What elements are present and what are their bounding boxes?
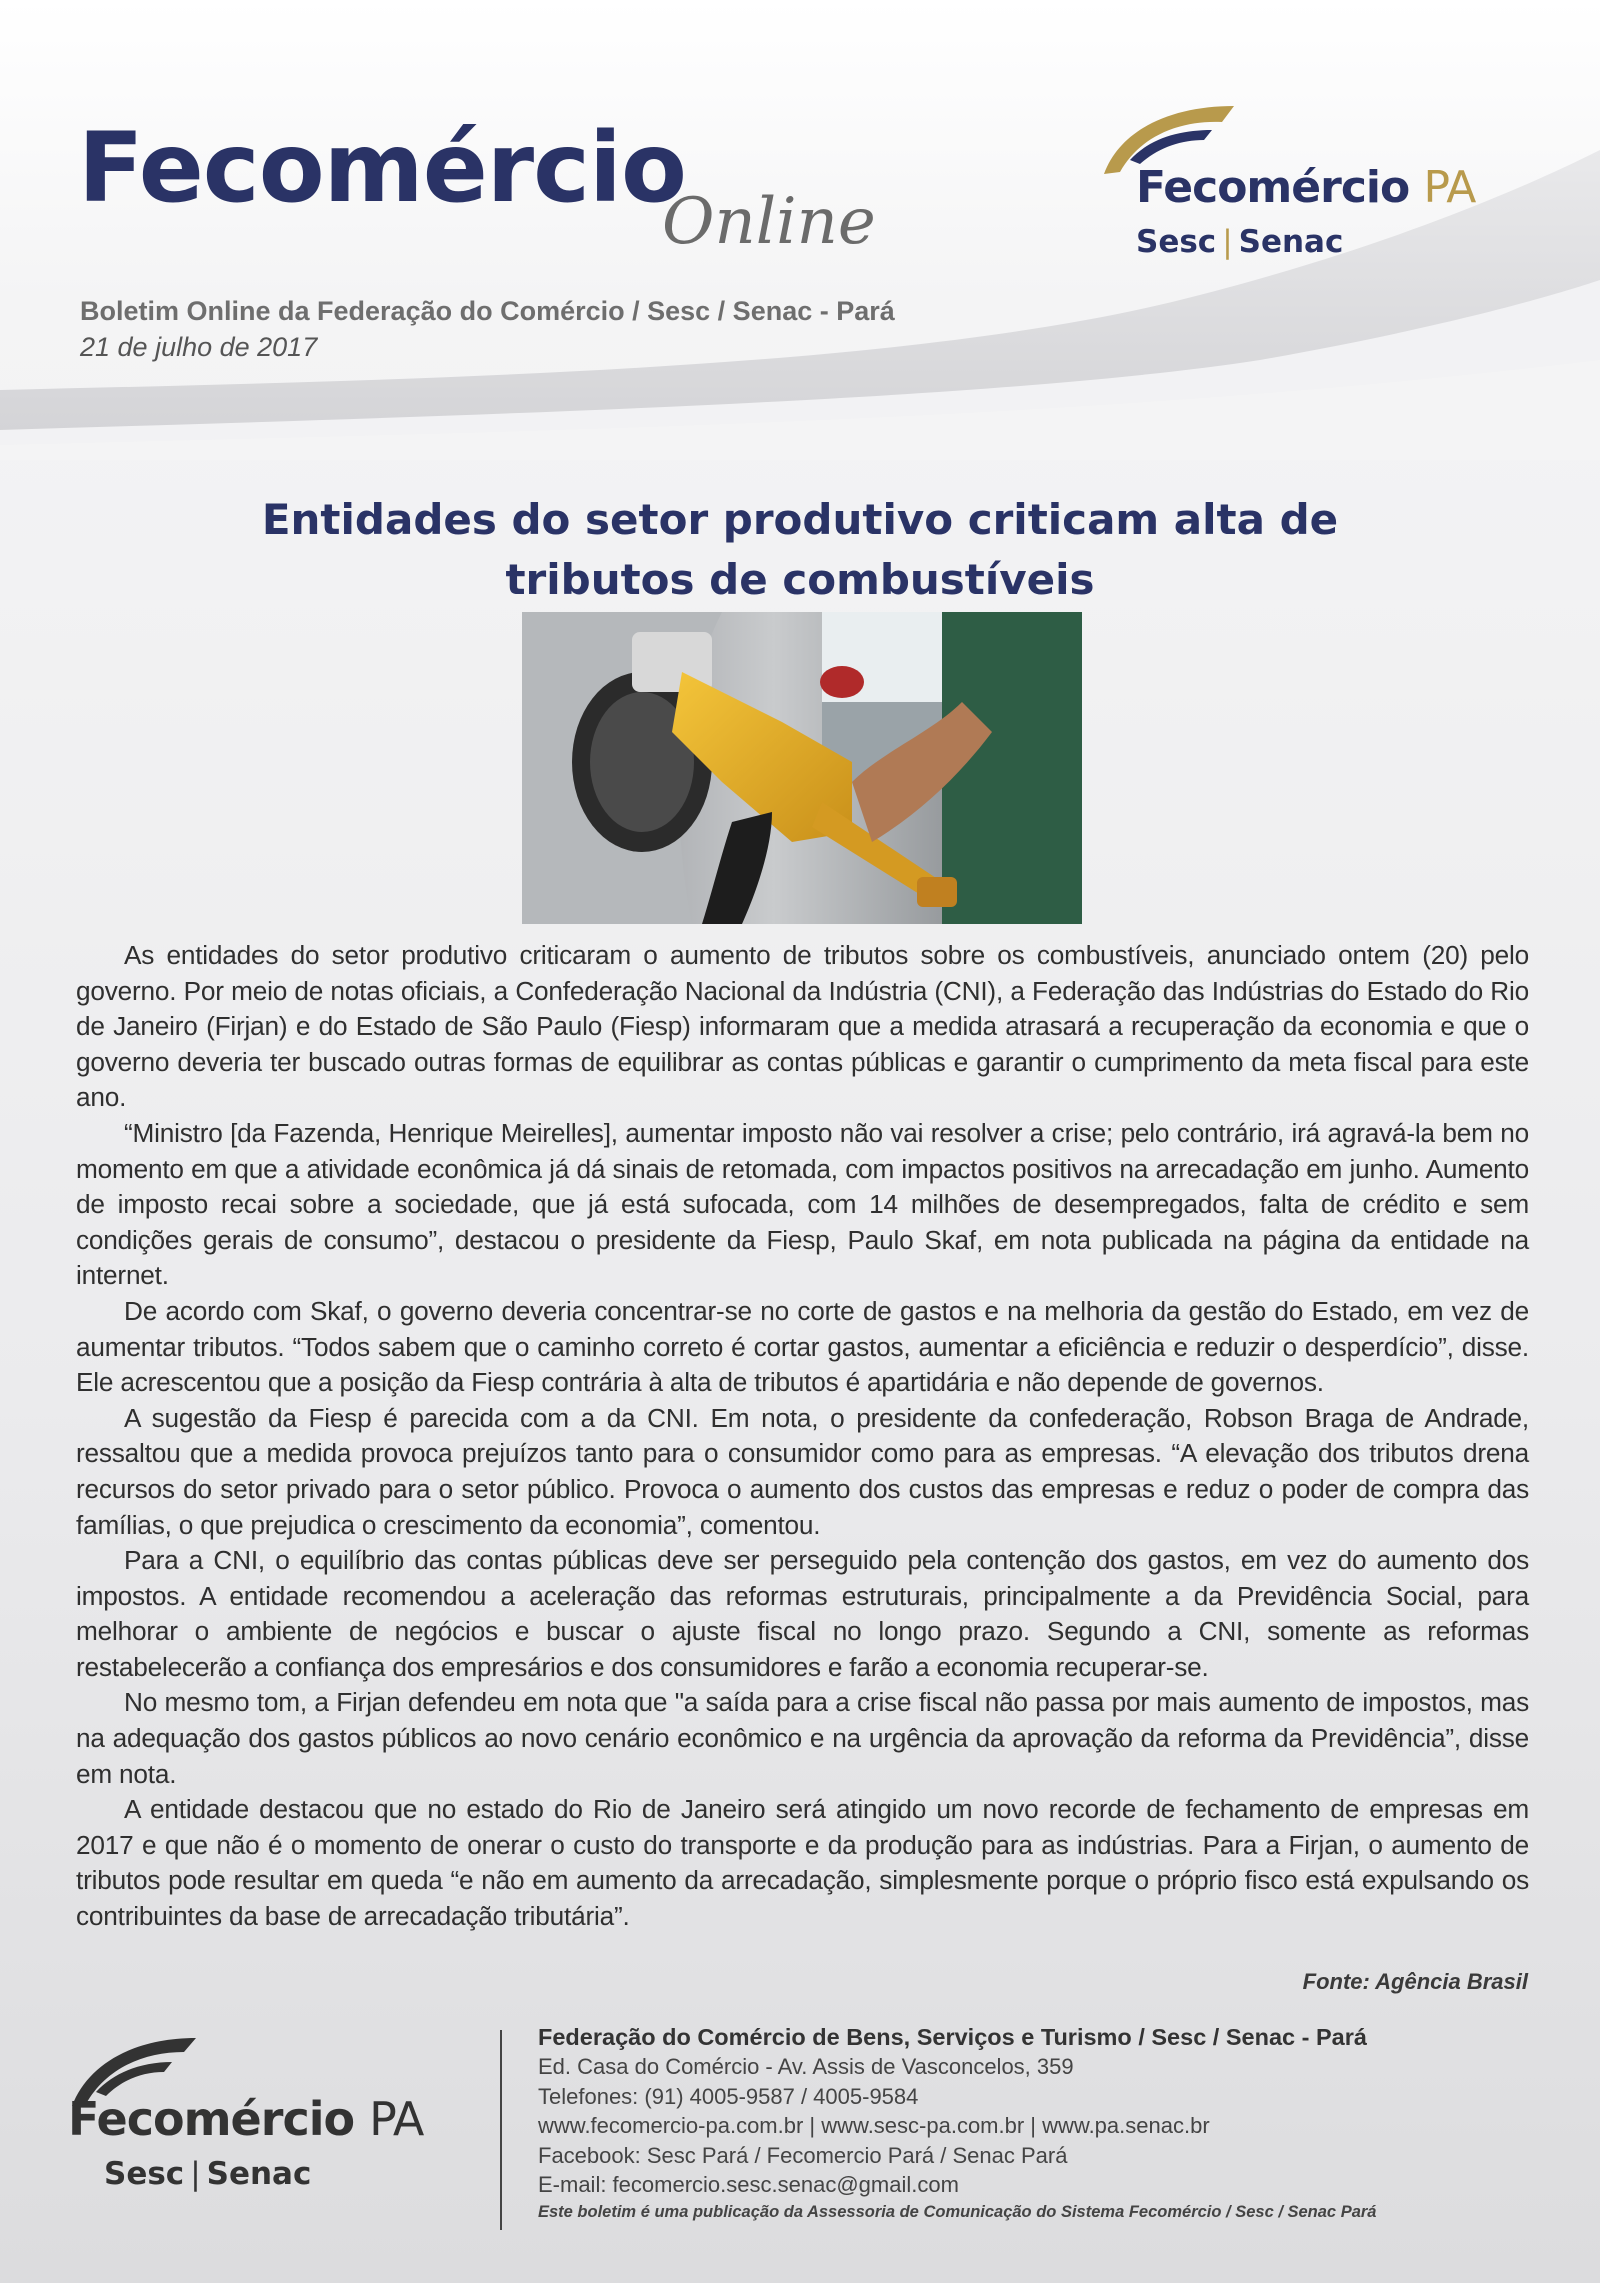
article-headline: Entidades do setor produtivo criticam alta de tributos de combustíveis — [261, 495, 1339, 604]
logo-sesc-text: Sesc — [104, 2156, 185, 2192]
article-paragraph: Para a CNI, o equilíbrio das contas públicas deve ser perseguido pela contenção dos gastos, em vez do aumento dos impostos. A entidade recomendou a aceleração das reformas estruturais, principalmente a da Previdência Social, para melhorar o ambiente de negócios e buscar o ajuste fiscal no longo prazo. Segundo a CNI, somente as reformas restabelecerão a confiança dos empresários e dos consumidores e farão a economia recuperar-se. — [76, 1545, 1529, 1682]
masthead-subtitle-online: Online — [662, 185, 876, 259]
footer-divider — [500, 2030, 502, 2230]
article-source: Fonte: Agência Brasil — [1302, 1969, 1528, 1994]
masthead-title: Fecomércio — [78, 112, 686, 224]
logo-sesc-senac — [1136, 224, 1343, 260]
logo-wordmark — [1136, 162, 1475, 213]
logo-pa-text: PA — [369, 2092, 424, 2146]
article-paragraph: A sugestão da Fiesp é parecida com a da CNI. Em nota, o presidente da confederação, Robson Braga de Andrade, ressaltou que a medida provoca prejuízos tanto para o consumidor como para as empresas. “A elevação dos tributos drena recursos do setor privado para o setor público. Provoca o aumento dos custos das empresas e reduz o poder de compra das famílias, o que prejudica o crescimento da economia”, comentou. — [76, 1402, 1529, 1540]
logo-name-text: Fecomércio — [68, 2092, 355, 2146]
logo-senac-text: Senac — [1238, 224, 1344, 260]
article-paragraph: No mesmo tom, a Firjan defendeu em nota que "a saída para a crise fiscal não passa por mais aumento de impostos, mas na adequação dos gastos públicos ao novo cenário econômico e na urgência da aprovação da reforma da Previdência”, disse em nota. — [76, 1687, 1529, 1789]
footer-email[interactable]: E-mail: fecomercio.sesc.senac@gmail.com — [538, 2172, 959, 2197]
footer-contact — [538, 2022, 1538, 2224]
publication-date: 21 de julho de 2017 — [80, 332, 318, 362]
logo-sesc-text: Sesc — [1136, 224, 1217, 260]
fuel-nozzle-photo — [522, 612, 1082, 924]
logo-separator: | — [190, 2156, 201, 2192]
logo-separator: | — [1222, 224, 1233, 260]
article-paragraph: “Ministro [da Fazenda, Henrique Meirelles], aumentar imposto não vai resolver a crise; pelo contrário, irá agravá-la bem no momento em que a atividade econômica já dá sinais de retomada, com impactos positivos na arrecadação em junho. Aumento de imposto recai sobre a sociedade, que já está sufocada, com 14 milhões de desempregados, falta de crédito e sem condições gerais de consumo”, destacou o presidente da Fiesp, Paulo Skaf, em nota publicada na página da entidade na internet. — [76, 1117, 1529, 1291]
footer-fecomercio-pa-logo — [68, 2030, 488, 2190]
logo-name-text: Fecomércio — [1136, 162, 1410, 213]
footer-phones: Telefones: (91) 4005-9587 / 4005-9584 — [538, 2083, 919, 2109]
article-paragraph: De acordo com Skaf, o governo deveria concentrar-se no corte de gastos e na melhoria da gestão do Estado, em vez de aumentar tributos. “Todos sabem que o caminho correto é cortar gastos, aumentar a eficiência e reduzir o desperdício”, disse. Ele acrescentou que a posição da Fiesp contrária à alta de tributos é apartidária e não depende de governos. — [76, 1295, 1529, 1398]
footer-organization: Federação do Comércio de Bens, Serviços e Turismo / Sesc / Senac - Pará — [538, 2024, 1367, 2050]
article-body — [76, 938, 1529, 1935]
footer-publication-note: Este boletim é uma publicação da Assessoria de Comunicação do Sistema Fecomércio / Sesc / Senac Pará — [538, 2202, 1377, 2221]
logo-wordmark — [68, 2092, 423, 2146]
logo-sesc-senac — [104, 2156, 311, 2192]
logo-senac-text: Senac — [206, 2156, 312, 2192]
footer-address: Ed. Casa do Comércio - Av. Assis de Vasconcelos, 359 — [538, 2054, 1074, 2079]
footer-websites[interactable]: www.fecomercio-pa.com.br | www.sesc-pa.com.br | www.pa.senac.br — [538, 2113, 1210, 2138]
article-paragraph: A entidade destacou que no estado do Rio de Janeiro será atingido um novo recorde de fechamento de empresas em 2017 e que não é o momento de onerar o custo do transporte e da produção para as indústrias. Para a Firjan, o aumento de tributos pode resultar em queda “e não em aumento da arrecadação, simplesmente porque o próprio fisco está expulsando os contribuintes da base de arrecadação tributária”. — [76, 1794, 1529, 1932]
footer-facebook: Facebook: Sesc Pará / Fecomercio Pará / Senac Pará — [538, 2142, 1068, 2168]
fecomercio-pa-logo — [1100, 100, 1520, 270]
logo-pa-text: PA — [1423, 162, 1476, 213]
article-paragraph: As entidades do setor produtivo criticaram o aumento de tributos sobre os combustíveis, anunciado ontem (20) pelo governo. Por meio de notas oficiais, a Confederação Nacional da Indústria (CNI), a Federação das Indústrias do Estado do Rio de Janeiro (Firjan) e do Estado de São Paulo (Fiesp) informaram que a medida atrasará a recuperação da economia e que o governo deveria ter buscado outras formas de equilibrar as contas públicas e garantir o cumprimento da meta fiscal para este ano. — [76, 940, 1529, 1113]
bulletin-description: Boletim Online da Federação do Comércio / Sesc / Senac - Pará — [80, 296, 895, 326]
